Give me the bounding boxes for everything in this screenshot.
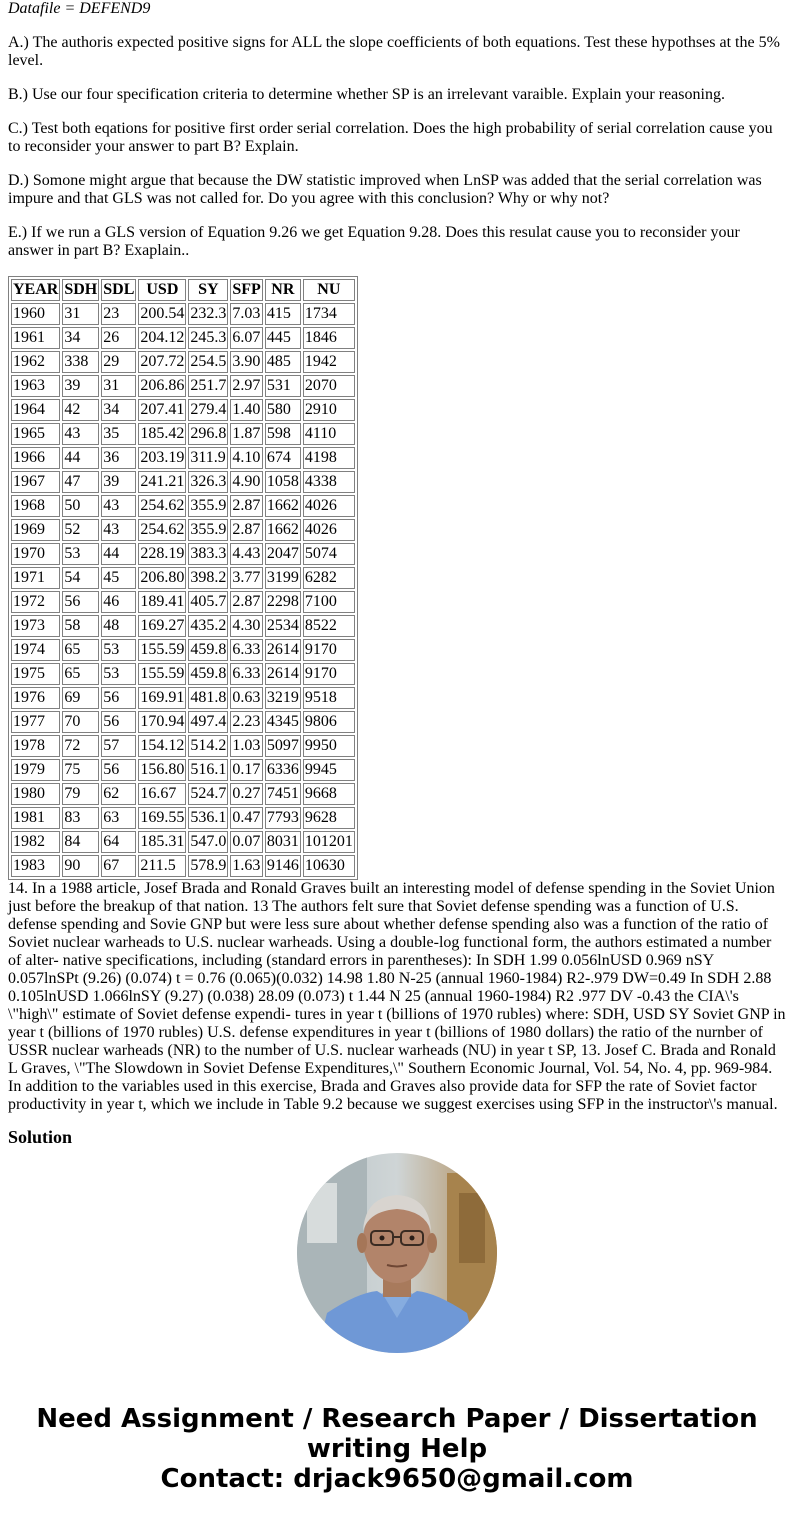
table-cell: 241.21: [138, 471, 186, 493]
table-cell: 3219: [265, 687, 301, 709]
table-cell: 206.80: [138, 567, 186, 589]
column-header: NU: [303, 279, 355, 301]
table-row: [11, 687, 355, 709]
table-row: [11, 519, 355, 541]
data-table: [8, 276, 358, 880]
table-cell: 326.3: [188, 471, 228, 493]
table-cell: 514.2: [188, 735, 228, 757]
table-cell: 254.62: [138, 519, 186, 541]
table-cell: 206.86: [138, 375, 186, 397]
table-cell: 279.4: [188, 399, 228, 421]
column-header: USD: [138, 279, 186, 301]
table-cell: 1.87: [230, 423, 262, 445]
table-cell: 52: [62, 519, 99, 541]
table-cell: 1.03: [230, 735, 262, 757]
table-cell: 245.3: [188, 327, 228, 349]
table-cell: 1970: [11, 543, 60, 565]
table-cell: 1968: [11, 495, 60, 517]
table-row: [11, 639, 355, 661]
table-cell: 36: [101, 447, 136, 469]
table-cell: 1979: [11, 759, 60, 781]
table-cell: 1977: [11, 711, 60, 733]
table-cell: 43: [62, 423, 99, 445]
table-cell: 4198: [303, 447, 355, 469]
table-cell: 90: [62, 855, 99, 877]
table-cell: 169.91: [138, 687, 186, 709]
table-cell: 1942: [303, 351, 355, 373]
table-row: [11, 543, 355, 565]
table-cell: 296.8: [188, 423, 228, 445]
table-cell: 459.8: [188, 639, 228, 661]
table-cell: 1.40: [230, 399, 262, 421]
table-cell: 232.3: [188, 303, 228, 325]
table-cell: 47: [62, 471, 99, 493]
table-cell: 445: [265, 327, 301, 349]
table-cell: 415: [265, 303, 301, 325]
table-cell: 4.10: [230, 447, 262, 469]
table-row: [11, 615, 355, 637]
avatar-portrait-image: [297, 1153, 497, 1353]
column-header: SDH: [62, 279, 99, 301]
column-header: SY: [188, 279, 228, 301]
table-cell: 0.07: [230, 831, 262, 853]
table-body: [11, 303, 355, 877]
table-cell: 1981: [11, 807, 60, 829]
table-cell: 311.9: [188, 447, 228, 469]
table-cell: 254.5: [188, 351, 228, 373]
table-cell: 338: [62, 351, 99, 373]
table-cell: 203.19: [138, 447, 186, 469]
table-cell: 64: [101, 831, 136, 853]
table-cell: 4.90: [230, 471, 262, 493]
cta-line-2: writing Help: [306, 1434, 488, 1464]
table-cell: 31: [101, 375, 136, 397]
table-cell: 1058: [265, 471, 301, 493]
table-cell: 1975: [11, 663, 60, 685]
table-cell: 536.1: [188, 807, 228, 829]
table-cell: 189.41: [138, 591, 186, 613]
table-cell: 0.27: [230, 783, 262, 805]
table-cell: 169.27: [138, 615, 186, 637]
table-cell: 1.63: [230, 855, 262, 877]
table-cell: 497.4: [188, 711, 228, 733]
table-cell: 5097: [265, 735, 301, 757]
column-header: YEAR: [11, 279, 60, 301]
table-cell: 170.94: [138, 711, 186, 733]
table-cell: 39: [62, 375, 99, 397]
table-cell: 7793: [265, 807, 301, 829]
table-cell: 9146: [265, 855, 301, 877]
table-row: [11, 591, 355, 613]
table-cell: 481.8: [188, 687, 228, 709]
table-cell: 578.9: [188, 855, 228, 877]
table-cell: 58: [62, 615, 99, 637]
table-cell: 7100: [303, 591, 355, 613]
table-cell: 35: [101, 423, 136, 445]
table-cell: 1965: [11, 423, 60, 445]
table-cell: 1978: [11, 735, 60, 757]
table-cell: 23: [101, 303, 136, 325]
table-cell: 355.9: [188, 495, 228, 517]
question-b: B.) Use our four specification criteria to determine whether SP is an irrelevant varaible. Explain your reasoning.: [8, 86, 725, 103]
table-cell: 1974: [11, 639, 60, 661]
table-cell: 185.31: [138, 831, 186, 853]
table-cell: 435.2: [188, 615, 228, 637]
table-cell: 62: [101, 783, 136, 805]
table-row: [11, 471, 355, 493]
table-cell: 1966: [11, 447, 60, 469]
table-cell: 70: [62, 711, 99, 733]
table-cell: 1973: [11, 615, 60, 637]
table-row: [11, 375, 355, 397]
column-header: SDL: [101, 279, 136, 301]
table-cell: 3.77: [230, 567, 262, 589]
table-cell: 155.59: [138, 639, 186, 661]
table-cell: 1662: [265, 495, 301, 517]
table-cell: 6.33: [230, 663, 262, 685]
table-cell: 34: [101, 399, 136, 421]
table-cell: 2534: [265, 615, 301, 637]
table-cell: 2614: [265, 663, 301, 685]
table-cell: 1962: [11, 351, 60, 373]
table-cell: 1983: [11, 855, 60, 877]
table-cell: 383.3: [188, 543, 228, 565]
table-cell: 1980: [11, 783, 60, 805]
table-cell: 2.97: [230, 375, 262, 397]
table-cell: 8522: [303, 615, 355, 637]
datafile-title: Datafile = DEFEND9: [8, 0, 151, 17]
table-cell: 2910: [303, 399, 355, 421]
table-row: [11, 495, 355, 517]
table-cell: 8031: [265, 831, 301, 853]
table-cell: 405.7: [188, 591, 228, 613]
table-cell: 29: [101, 351, 136, 373]
table-cell: 6282: [303, 567, 355, 589]
table-cell: 1969: [11, 519, 60, 541]
table-cell: 169.55: [138, 807, 186, 829]
table-cell: 2070: [303, 375, 355, 397]
table-cell: 4026: [303, 495, 355, 517]
table-cell: 228.19: [138, 543, 186, 565]
table-cell: 1982: [11, 831, 60, 853]
table-row: [11, 735, 355, 757]
table-cell: 43: [101, 519, 136, 541]
table-cell: 26: [101, 327, 136, 349]
column-header: NR: [265, 279, 301, 301]
table-cell: 50: [62, 495, 99, 517]
table-row: [11, 831, 355, 853]
table-cell: 547.0: [188, 831, 228, 853]
table-cell: 524.7: [188, 783, 228, 805]
table-cell: 355.9: [188, 519, 228, 541]
table-cell: 204.12: [138, 327, 186, 349]
table-row: [11, 567, 355, 589]
table-row: [11, 783, 355, 805]
table-cell: 69: [62, 687, 99, 709]
table-cell: 1972: [11, 591, 60, 613]
table-cell: 674: [265, 447, 301, 469]
table-row: [11, 855, 355, 877]
table-cell: 2047: [265, 543, 301, 565]
table-cell: 6336: [265, 759, 301, 781]
table-cell: 44: [101, 543, 136, 565]
table-row: [11, 711, 355, 733]
table-cell: 57: [101, 735, 136, 757]
table-cell: 1960: [11, 303, 60, 325]
table-cell: 6.07: [230, 327, 262, 349]
table-cell: 84: [62, 831, 99, 853]
table-cell: 516.1: [188, 759, 228, 781]
table-cell: 4.30: [230, 615, 262, 637]
table-cell: 9945: [303, 759, 355, 781]
table-cell: 56: [101, 687, 136, 709]
table-cell: 45: [101, 567, 136, 589]
table-cell: 4110: [303, 423, 355, 445]
table-row: [11, 303, 355, 325]
table-cell: 53: [101, 663, 136, 685]
table-cell: 1961: [11, 327, 60, 349]
table-cell: 67: [101, 855, 136, 877]
table-cell: 9668: [303, 783, 355, 805]
table-cell: 4.43: [230, 543, 262, 565]
table-cell: 485: [265, 351, 301, 373]
question-a: A.) The authoris expected positive signs for ALL the slope coefficients of both equations. Test these hypothses at the 5% level.: [8, 34, 780, 69]
cta-contact-line: Contact: drjack9650@gmail.com: [160, 1464, 634, 1494]
table-cell: 3.90: [230, 351, 262, 373]
table-cell: 1963: [11, 375, 60, 397]
table-cell: 200.54: [138, 303, 186, 325]
table-cell: 31: [62, 303, 99, 325]
table-cell: 46: [101, 591, 136, 613]
table-cell: 16.67: [138, 783, 186, 805]
table-cell: 459.8: [188, 663, 228, 685]
table-cell: 9518: [303, 687, 355, 709]
table-cell: 254.62: [138, 495, 186, 517]
solution-heading: Solution: [8, 1127, 73, 1147]
table-cell: 207.72: [138, 351, 186, 373]
table-header-row: [11, 279, 355, 301]
table-cell: 83: [62, 807, 99, 829]
table-cell: 0.63: [230, 687, 262, 709]
table-cell: 5074: [303, 543, 355, 565]
table-cell: 398.2: [188, 567, 228, 589]
question-e: E.) If we run a GLS version of Equation 9.26 we get Equation 9.28. Does this resulat cause you to reconsider your answer in part B? Exaplain..: [8, 224, 740, 259]
assignment-help-banner: [0, 1404, 794, 1494]
question-c: C.) Test both eqations for positive first order serial correlation. Does the high probability of serial correlation cause you to reconsider your answer to part B? Explain.: [8, 120, 773, 155]
table-row: [11, 807, 355, 829]
table-cell: 4345: [265, 711, 301, 733]
table-cell: 1967: [11, 471, 60, 493]
table-cell: 0.47: [230, 807, 262, 829]
table-row: [11, 327, 355, 349]
table-cell: 9950: [303, 735, 355, 757]
table-cell: 43: [101, 495, 136, 517]
table-cell: 79: [62, 783, 99, 805]
table-cell: 185.42: [138, 423, 186, 445]
table-cell: 598: [265, 423, 301, 445]
table-cell: 251.7: [188, 375, 228, 397]
table-cell: 207.41: [138, 399, 186, 421]
table-cell: 211.5: [138, 855, 186, 877]
table-cell: 580: [265, 399, 301, 421]
table-cell: 531: [265, 375, 301, 397]
table-cell: 6.33: [230, 639, 262, 661]
table-row: [11, 759, 355, 781]
table-cell: 4338: [303, 471, 355, 493]
table-cell: 56: [62, 591, 99, 613]
table-cell: 155.59: [138, 663, 186, 685]
table-cell: 75: [62, 759, 99, 781]
table-cell: 9170: [303, 639, 355, 661]
cta-line-1: Need Assignment / Research Paper / Dissertation: [36, 1404, 758, 1434]
table-row: [11, 663, 355, 685]
table-cell: 7.03: [230, 303, 262, 325]
table-cell: 1976: [11, 687, 60, 709]
table-cell: 39: [101, 471, 136, 493]
table-cell: 1964: [11, 399, 60, 421]
table-cell: 2614: [265, 639, 301, 661]
table-cell: 65: [62, 639, 99, 661]
table-cell: 2.87: [230, 591, 262, 613]
table-cell: 3199: [265, 567, 301, 589]
table-cell: 7451: [265, 783, 301, 805]
table-cell: 2298: [265, 591, 301, 613]
table-cell: 54: [62, 567, 99, 589]
table-cell: 0.17: [230, 759, 262, 781]
table-cell: 4026: [303, 519, 355, 541]
problem-14-paragraph: 14. In a 1988 article, Josef Brada and Ronald Graves built an interesting model of defense spending in the Soviet Union just before the breakup of that nation. 13 The authors felt sure that Soviet defense spending was a function of U.S. defense spending and Sovie GNP but were less sure about whether defense spending also was a function of the ratio of Soviet nuclear warheads to U.S. nuclear warheads. Using a double-log functional form, the authors estimated a number of alter- native specifications, including (standard errors in parentheses): In SDH 1.99 0.056lnUSD 0.969 nSY 0.057lnSPt (9.26) (0.074) t = 0.76 (0.065)(0.032) 14.98 1.80 N-25 (annual 1960-1984) R2-.979 DW=0.49 In SDH 2.88 0.105lnUSD 1.066lnSY (9.27) (0.038) 28.09 (0.073) t 1.44 N 25 (annual 1960-1984) R2 .977 DV -0.43 the CIA\'s \"high\" estimate of Soviet defense expendi- tures in year t (billions of 1970 rubles) where: SDH, USD SY Soviet GNP in year t (billions of 1970 rubles) U.S. defense expenditures in year t (billions of 1980 dollars) the ratio of the nurnber of USSR nuclear warheads (NR) to the number of U.S. nuclear warheads (NU) in year t SP, 13. Josef C. Brada and Ronald L Graves, \"The Slowdown in Soviet Defense Expenditures,\" Southern Economic Journal, Vol. 54, No. 4, pp. 969-984. In addition to the variables used in this exercise, Brada and Graves also provide data for SFP the rate of Soviet factor productivity in year t, which we include in Table 9.2 because we suggest exercises using SFP in the instructor\'s manual.: [8, 880, 786, 1113]
table-cell: 154.12: [138, 735, 186, 757]
table-cell: 101201: [303, 831, 355, 853]
table-row: [11, 351, 355, 373]
column-header: SFP: [230, 279, 262, 301]
table-row: [11, 423, 355, 445]
table-cell: 53: [101, 639, 136, 661]
table-row: [11, 399, 355, 421]
table-cell: 1971: [11, 567, 60, 589]
table-cell: 48: [101, 615, 136, 637]
table-cell: 34: [62, 327, 99, 349]
author-avatar: [297, 1153, 497, 1353]
table-cell: 56: [101, 759, 136, 781]
table-cell: 9806: [303, 711, 355, 733]
table-cell: 65: [62, 663, 99, 685]
table-cell: 2.87: [230, 495, 262, 517]
table-row: [11, 447, 355, 469]
question-d: D.) Somone might argue that because the DW statistic improved when LnSP was added that the serial correlation was impure and that GLS was not called for. Do you agree with this conclusion? Why or why not?: [8, 172, 762, 207]
table-cell: 53: [62, 543, 99, 565]
table-cell: 9170: [303, 663, 355, 685]
table-cell: 56: [101, 711, 136, 733]
table-cell: 1734: [303, 303, 355, 325]
table-cell: 42: [62, 399, 99, 421]
table-cell: 10630: [303, 855, 355, 877]
table-cell: 156.80: [138, 759, 186, 781]
table-cell: 63: [101, 807, 136, 829]
table-cell: 1846: [303, 327, 355, 349]
table-cell: 9628: [303, 807, 355, 829]
table-cell: 72: [62, 735, 99, 757]
table-cell: 2.87: [230, 519, 262, 541]
table-cell: 2.23: [230, 711, 262, 733]
table-cell: 1662: [265, 519, 301, 541]
table-cell: 44: [62, 447, 99, 469]
